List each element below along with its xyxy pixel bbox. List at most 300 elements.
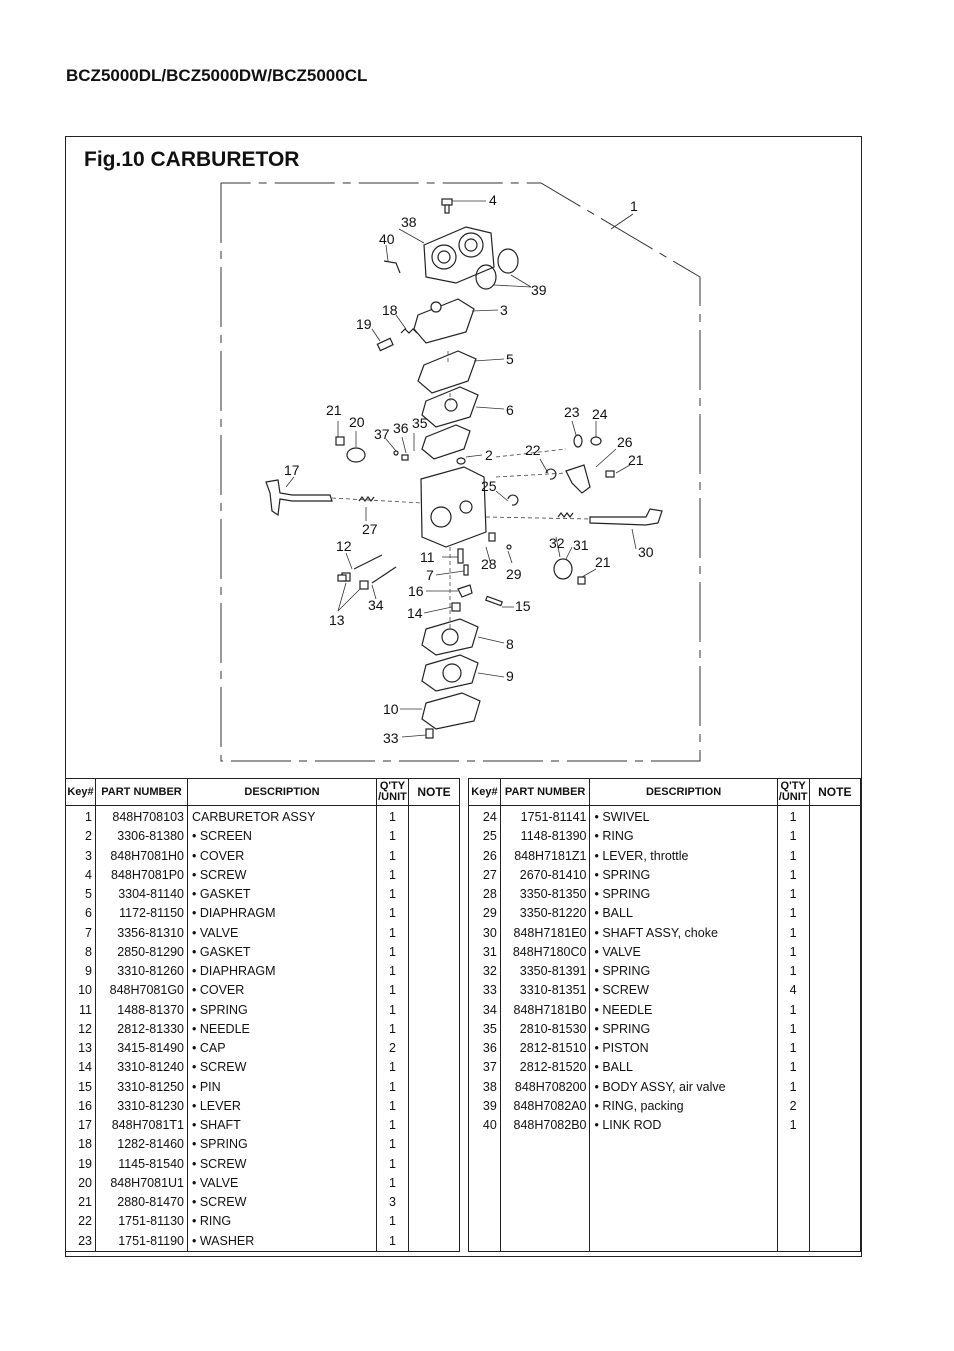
part-description: • VALVE	[590, 943, 777, 962]
callout-37: 37	[374, 426, 390, 442]
part-description: • VALVE	[188, 1174, 377, 1193]
figure-frame	[65, 136, 862, 1257]
part-description: CARBURETOR ASSY	[188, 806, 377, 828]
part-description: • SCREW	[188, 1193, 377, 1212]
part-number	[500, 1174, 590, 1193]
parts-table-right	[468, 778, 861, 1252]
part-qty: 1	[777, 1039, 809, 1058]
part-note	[809, 962, 860, 981]
callout-36: 36	[393, 420, 409, 436]
part-note	[409, 1116, 460, 1135]
callout-35: 35	[412, 415, 428, 431]
callout-11: 11	[420, 549, 435, 565]
part-note	[409, 847, 460, 866]
part-qty: 1	[777, 943, 809, 962]
part-key	[469, 1174, 501, 1193]
part-description: • NEEDLE	[188, 1020, 377, 1039]
part-note	[409, 1174, 460, 1193]
part-qty: 1	[777, 885, 809, 904]
part-description: • SPRING	[590, 962, 777, 981]
header-key: Key#	[469, 779, 501, 806]
part-key: 2	[66, 827, 96, 846]
part-number: 3310-81260	[96, 962, 188, 981]
part-qty: 1	[377, 904, 409, 923]
callout-24: 24	[592, 406, 608, 422]
part-description	[590, 1232, 777, 1252]
part-number: 2810-81530	[500, 1020, 590, 1039]
part-number: 848H7180C0	[500, 943, 590, 962]
part-description: • DIAPHRAGM	[188, 904, 377, 923]
table-row	[469, 806, 861, 828]
part-qty	[777, 1155, 809, 1174]
table-row	[66, 962, 460, 981]
part-qty: 1	[377, 1001, 409, 1020]
part-number: 2880-81470	[96, 1193, 188, 1212]
part-qty: 4	[777, 981, 809, 1000]
part-qty: 1	[377, 847, 409, 866]
part-number: 1751-81130	[96, 1212, 188, 1231]
part-key: 32	[469, 962, 501, 981]
part-description: • BODY ASSY, air valve	[590, 1078, 777, 1097]
part-number: 3415-81490	[96, 1039, 188, 1058]
callout-2: 2	[485, 447, 493, 463]
table-row	[66, 885, 460, 904]
part-key: 39	[469, 1097, 501, 1116]
part-number: 2812-81520	[500, 1058, 590, 1077]
part-note	[409, 1135, 460, 1154]
part-qty: 1	[377, 1097, 409, 1116]
table-row	[66, 1155, 460, 1174]
part-description	[590, 1193, 777, 1212]
part-qty: 1	[377, 1058, 409, 1077]
table-row	[469, 943, 861, 962]
part-number: 848H7081T1	[96, 1116, 188, 1135]
callout-22: 22	[525, 442, 541, 458]
callout-5: 5	[506, 351, 514, 367]
part-description: • SHAFT ASSY, choke	[590, 924, 777, 943]
header-description: DESCRIPTION	[590, 779, 777, 806]
part-key: 10	[66, 981, 96, 1000]
table-row	[66, 904, 460, 923]
table-row	[66, 924, 460, 943]
part-note	[409, 866, 460, 885]
part-qty: 1	[377, 866, 409, 885]
header-qty: Q'TY /UNIT	[777, 779, 809, 806]
table-row	[469, 1116, 861, 1135]
header-part-number: PART NUMBER	[96, 779, 188, 806]
table-header-row	[469, 779, 861, 806]
part-number: 3310-81230	[96, 1097, 188, 1116]
part-note	[409, 1058, 460, 1077]
part-description: • SCREW	[590, 981, 777, 1000]
header-key: Key#	[66, 779, 96, 806]
table-row	[469, 904, 861, 923]
table-row	[469, 1174, 861, 1193]
part-number: 3356-81310	[96, 924, 188, 943]
callout-38: 38	[401, 214, 417, 230]
table-row	[469, 1193, 861, 1212]
part-description: • RING	[590, 827, 777, 846]
part-qty: 1	[777, 904, 809, 923]
part-description	[590, 1135, 777, 1154]
part-qty: 2	[377, 1039, 409, 1058]
table-row	[66, 1174, 460, 1193]
part-note	[809, 1097, 860, 1116]
part-note	[409, 943, 460, 962]
part-number: 848H708103	[96, 806, 188, 828]
part-note	[409, 885, 460, 904]
table-row	[66, 1039, 460, 1058]
callout-28: 28	[481, 556, 497, 572]
part-description	[590, 1212, 777, 1231]
part-key: 16	[66, 1097, 96, 1116]
callout-26: 26	[617, 434, 633, 450]
part-number: 3306-81380	[96, 827, 188, 846]
part-number: 2812-81330	[96, 1020, 188, 1039]
part-note	[809, 1001, 860, 1020]
part-key: 15	[66, 1078, 96, 1097]
part-description: • CAP	[188, 1039, 377, 1058]
part-key	[469, 1155, 501, 1174]
table-row	[469, 924, 861, 943]
part-qty: 1	[777, 1001, 809, 1020]
part-number: 1145-81540	[96, 1155, 188, 1174]
part-key: 13	[66, 1039, 96, 1058]
part-qty: 1	[777, 806, 809, 828]
callout-19: 19	[356, 316, 372, 332]
table-row	[66, 1058, 460, 1077]
part-qty: 1	[777, 866, 809, 885]
part-key: 8	[66, 943, 96, 962]
part-key: 21	[66, 1193, 96, 1212]
part-key: 17	[66, 1116, 96, 1135]
part-note	[809, 847, 860, 866]
part-note	[809, 1212, 860, 1231]
part-description: • COVER	[188, 981, 377, 1000]
part-note	[809, 1135, 860, 1154]
part-number: 3350-81220	[500, 904, 590, 923]
part-key: 26	[469, 847, 501, 866]
table-row	[469, 1020, 861, 1039]
table-row	[469, 962, 861, 981]
part-description: • BALL	[590, 904, 777, 923]
table-row	[469, 847, 861, 866]
part-note	[809, 1193, 860, 1212]
table-row	[469, 1212, 861, 1231]
part-description	[590, 1155, 777, 1174]
part-key: 3	[66, 847, 96, 866]
part-description: • VALVE	[188, 924, 377, 943]
callout-9: 9	[506, 668, 514, 684]
part-key: 1	[66, 806, 96, 828]
part-number: 848H7181E0	[500, 924, 590, 943]
part-key: 6	[66, 904, 96, 923]
part-qty: 1	[377, 1020, 409, 1039]
part-description: • SWIVEL	[590, 806, 777, 828]
callout-1: 1	[630, 198, 638, 214]
callout-12: 12	[336, 538, 352, 554]
part-key: 7	[66, 924, 96, 943]
part-key: 18	[66, 1135, 96, 1154]
part-note	[809, 827, 860, 846]
table-row	[469, 866, 861, 885]
callout-27: 27	[362, 521, 378, 537]
table-row	[469, 1078, 861, 1097]
table-row	[469, 981, 861, 1000]
part-description: • SHAFT	[188, 1116, 377, 1135]
part-note	[409, 1020, 460, 1039]
part-description: • LINK ROD	[590, 1116, 777, 1135]
part-note	[809, 904, 860, 923]
part-description: • RING	[188, 1212, 377, 1231]
part-description: • SCREW	[188, 866, 377, 885]
part-description	[590, 1174, 777, 1193]
table-row	[66, 1097, 460, 1116]
table-row	[66, 1232, 460, 1252]
part-description: • SPRING	[590, 866, 777, 885]
part-description: • LEVER	[188, 1097, 377, 1116]
part-description: • GASKET	[188, 885, 377, 904]
part-description: • SCREEN	[188, 827, 377, 846]
part-key	[469, 1212, 501, 1231]
part-key: 28	[469, 885, 501, 904]
parts-table-left	[65, 778, 460, 1252]
part-number: 2670-81410	[500, 866, 590, 885]
part-number: 3310-81351	[500, 981, 590, 1000]
part-key	[469, 1232, 501, 1252]
callout-3: 3	[500, 302, 508, 318]
part-description: • WASHER	[188, 1232, 377, 1252]
table-row	[66, 1116, 460, 1135]
table-row	[469, 1058, 861, 1077]
part-key: 33	[469, 981, 501, 1000]
part-key: 19	[66, 1155, 96, 1174]
carburetor-exploded-diagram	[66, 137, 863, 777]
callout-8: 8	[506, 636, 514, 652]
part-key: 34	[469, 1001, 501, 1020]
part-number: 3310-81250	[96, 1078, 188, 1097]
part-note	[409, 1078, 460, 1097]
table-row	[66, 1078, 460, 1097]
part-key: 14	[66, 1058, 96, 1077]
part-number	[500, 1135, 590, 1154]
part-number: 3304-81140	[96, 885, 188, 904]
table-row	[66, 1135, 460, 1154]
part-key: 36	[469, 1039, 501, 1058]
part-number	[500, 1193, 590, 1212]
table-row	[66, 1020, 460, 1039]
part-note	[809, 981, 860, 1000]
part-description: • GASKET	[188, 943, 377, 962]
part-description: • PIN	[188, 1078, 377, 1097]
part-note	[409, 981, 460, 1000]
table-row	[66, 1212, 460, 1231]
part-qty: 1	[377, 1135, 409, 1154]
header-description: DESCRIPTION	[188, 779, 377, 806]
callout-31: 31	[573, 537, 589, 553]
table-row	[66, 827, 460, 846]
part-qty	[777, 1232, 809, 1252]
part-key: 37	[469, 1058, 501, 1077]
callout-33: 33	[383, 730, 399, 746]
part-key: 30	[469, 924, 501, 943]
part-note	[409, 962, 460, 981]
callout-30: 30	[638, 544, 654, 560]
part-qty	[777, 1135, 809, 1154]
part-description: • LEVER, throttle	[590, 847, 777, 866]
part-qty	[777, 1174, 809, 1193]
part-key: 27	[469, 866, 501, 885]
callout-21-b: 21	[628, 452, 644, 468]
table-header-row	[66, 779, 460, 806]
part-number: 2850-81290	[96, 943, 188, 962]
part-note	[809, 1116, 860, 1135]
part-note	[409, 1039, 460, 1058]
table-row	[469, 1097, 861, 1116]
part-note	[809, 1174, 860, 1193]
part-number: 848H7181Z1	[500, 847, 590, 866]
part-number: 1148-81390	[500, 827, 590, 846]
callout-25: 25	[481, 478, 497, 494]
part-number: 848H7082A0	[500, 1097, 590, 1116]
callout-32: 32	[549, 535, 565, 551]
callout-14: 14	[407, 605, 423, 621]
part-key: 24	[469, 806, 501, 828]
part-key: 22	[66, 1212, 96, 1231]
part-qty: 1	[777, 1020, 809, 1039]
model-heading: BCZ5000DL/BCZ5000DW/BCZ5000CL	[66, 66, 368, 85]
table-row	[469, 1155, 861, 1174]
part-number: 3350-81391	[500, 962, 590, 981]
part-note	[809, 1020, 860, 1039]
part-number: 848H7081P0	[96, 866, 188, 885]
part-number: 3310-81240	[96, 1058, 188, 1077]
part-qty: 2	[777, 1097, 809, 1116]
part-note	[409, 1155, 460, 1174]
part-note	[409, 1097, 460, 1116]
part-note	[809, 1078, 860, 1097]
part-qty: 1	[377, 1078, 409, 1097]
callout-13: 13	[329, 612, 345, 628]
part-description: • BALL	[590, 1058, 777, 1077]
part-number: 848H7081G0	[96, 981, 188, 1000]
part-note	[409, 1001, 460, 1020]
part-description: • SPRING	[188, 1135, 377, 1154]
table-row	[469, 1135, 861, 1154]
header-part-number: PART NUMBER	[500, 779, 590, 806]
part-qty: 1	[377, 962, 409, 981]
table-row	[469, 1039, 861, 1058]
table-row	[469, 885, 861, 904]
part-qty	[777, 1212, 809, 1231]
callout-39: 39	[531, 282, 547, 298]
table-row	[469, 827, 861, 846]
part-qty: 1	[777, 1116, 809, 1135]
callout-20: 20	[349, 414, 365, 430]
part-qty: 1	[377, 924, 409, 943]
part-key	[469, 1135, 501, 1154]
part-key: 31	[469, 943, 501, 962]
part-key: 25	[469, 827, 501, 846]
part-note	[409, 806, 460, 828]
callout-18: 18	[382, 302, 398, 318]
table-row	[66, 1193, 460, 1212]
part-note	[809, 885, 860, 904]
header-qty: Q'TY /UNIT	[377, 779, 409, 806]
part-note	[409, 904, 460, 923]
part-key: 20	[66, 1174, 96, 1193]
part-number: 848H7081U1	[96, 1174, 188, 1193]
part-note	[809, 1058, 860, 1077]
part-note	[409, 1232, 460, 1252]
table-row	[66, 1001, 460, 1020]
table-row	[66, 806, 460, 828]
callout-29: 29	[506, 566, 522, 582]
callout-23: 23	[564, 404, 580, 420]
part-qty: 1	[777, 847, 809, 866]
callout-34: 34	[368, 597, 384, 613]
callout-21-a: 21	[326, 402, 342, 418]
part-qty: 1	[777, 1058, 809, 1077]
part-note	[809, 1155, 860, 1174]
callout-10: 10	[383, 701, 399, 717]
part-qty: 1	[777, 962, 809, 981]
part-key: 9	[66, 962, 96, 981]
part-description: • COVER	[188, 847, 377, 866]
part-description: • SCREW	[188, 1155, 377, 1174]
callout-15: 15	[515, 598, 531, 614]
part-key: 11	[66, 1001, 96, 1020]
part-number: 848H708200	[500, 1078, 590, 1097]
callout-21-c: 21	[595, 554, 611, 570]
part-number	[500, 1232, 590, 1252]
callout-7: 7	[426, 567, 434, 583]
part-qty: 1	[777, 827, 809, 846]
part-key: 5	[66, 885, 96, 904]
part-qty: 1	[377, 1212, 409, 1231]
part-qty: 1	[377, 943, 409, 962]
callout-17: 17	[284, 462, 300, 478]
callout-4: 4	[489, 192, 497, 208]
part-note	[809, 943, 860, 962]
part-note	[809, 1039, 860, 1058]
part-note	[809, 924, 860, 943]
callout-6: 6	[506, 402, 514, 418]
part-number: 848H7082B0	[500, 1116, 590, 1135]
table-row	[66, 943, 460, 962]
part-qty: 1	[377, 806, 409, 828]
part-qty: 1	[777, 1078, 809, 1097]
part-qty: 1	[377, 1116, 409, 1135]
part-number: 1172-81150	[96, 904, 188, 923]
part-number: 1751-81141	[500, 806, 590, 828]
callout-16: 16	[408, 583, 424, 599]
callout-40: 40	[379, 231, 395, 247]
part-description: • NEEDLE	[590, 1001, 777, 1020]
part-qty: 1	[777, 924, 809, 943]
part-note	[409, 1212, 460, 1231]
table-row	[66, 981, 460, 1000]
part-qty: 1	[377, 1232, 409, 1252]
part-number	[500, 1155, 590, 1174]
part-qty	[777, 1193, 809, 1212]
header-note: NOTE	[809, 779, 860, 806]
part-note	[809, 866, 860, 885]
part-note	[409, 1193, 460, 1212]
part-qty: 1	[377, 1155, 409, 1174]
part-note	[409, 827, 460, 846]
part-note	[809, 806, 860, 828]
